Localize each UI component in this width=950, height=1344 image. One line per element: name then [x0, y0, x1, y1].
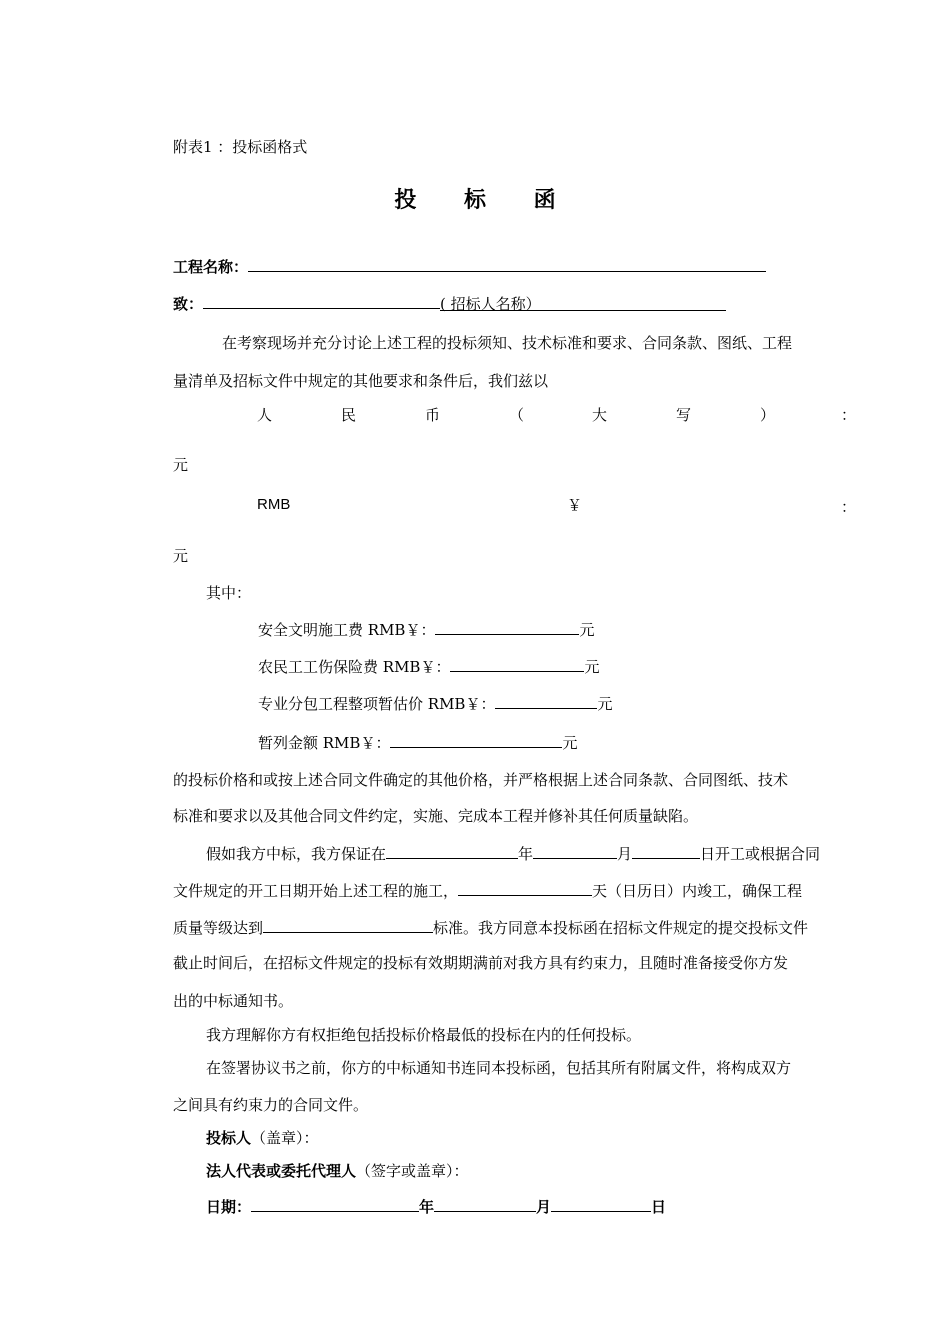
date-day-field[interactable]	[551, 1195, 651, 1212]
rmb-upper-char: 大	[592, 406, 608, 424]
rmb-number-unit: 元	[173, 547, 189, 565]
rmb-upper-unit: 元	[173, 456, 189, 474]
duration-days-field[interactable]	[458, 879, 592, 896]
para5-line2: 之间具有约束力的合同文件。	[173, 1096, 369, 1114]
rmb-upper-char: 人	[257, 406, 273, 424]
start-day-field[interactable]	[632, 842, 700, 859]
fee-row	[258, 618, 594, 640]
appendix-caption: 附表1 ：投标函格式	[173, 138, 308, 156]
date-month-label: 月	[536, 1198, 552, 1216]
fee-field[interactable]	[435, 618, 579, 635]
rmb-number-colon: ：	[841, 498, 857, 516]
bidder-row	[206, 1128, 319, 1148]
para2-line1: 的投标价格和或按上述合同文件确定的其他价格，并严格根据上述合同条款、合同图纸、技术	[173, 771, 789, 789]
fee-label: 农民工工伤保险费 RMB￥：	[258, 658, 451, 676]
representative-row	[206, 1161, 469, 1181]
fee-field[interactable]	[495, 692, 597, 709]
start-month-field[interactable]	[533, 842, 617, 859]
para3-line3	[173, 916, 808, 938]
date-day-label: 日	[651, 1198, 667, 1216]
fee-unit: 元	[562, 734, 578, 752]
rmb-number-prefix: RMB	[257, 496, 291, 513]
quality-level-field[interactable]	[263, 916, 433, 933]
para3-line2	[173, 879, 802, 901]
fee-unit: 元	[597, 695, 613, 713]
project-name-field[interactable]	[248, 255, 766, 272]
fee-field[interactable]	[450, 655, 584, 672]
fee-unit: 元	[579, 621, 595, 639]
para1-line2: 量清单及招标文件中规定的其他要求和条件后，我们兹以	[173, 372, 549, 390]
fee-field[interactable]	[390, 731, 562, 748]
project-name-row	[173, 255, 766, 277]
fee-label: 暂列金额 RMB￥：	[258, 734, 391, 752]
recipient-field-right[interactable]	[440, 294, 726, 311]
para3-text: 质量等级达到	[173, 919, 264, 937]
date-row	[206, 1195, 666, 1217]
rmb-number-yen: ￥	[567, 496, 583, 514]
recipient-label: 致：	[173, 295, 204, 313]
para1-line1: 在考察现场并充分讨论上述工程的投标须知、技术标准和要求、合同条款、图纸、工程	[222, 334, 793, 352]
para4: 我方理解你方有权拒绝包括投标价格最低的投标在内的任何投标。	[206, 1026, 642, 1044]
recipient-note: ( 招标人名称）	[440, 295, 541, 313]
fee-row	[258, 692, 612, 714]
fee-label: 专业分包工程整项暂估价 RMB￥：	[258, 695, 496, 713]
para3-text: 天（日历日）内竣工，确保工程	[592, 882, 803, 900]
fee-row	[258, 655, 599, 677]
para3-line1	[206, 842, 820, 864]
date-month-field[interactable]	[434, 1195, 536, 1212]
recipient-row	[173, 292, 726, 314]
para3-line4: 截止时间后，在招标文件规定的投标有效期期满前对我方具有约束力，且随时准备接受你方发	[173, 954, 789, 972]
para3-text: 文件规定的开工日期开始上述工程的施工，	[173, 882, 459, 900]
year-label: 年	[518, 845, 534, 863]
page-title: 投 标 函	[394, 187, 576, 213]
bidder-label: 投标人	[206, 1129, 252, 1147]
rmb-upper-colon: ：	[841, 406, 857, 424]
date-year-field[interactable]	[251, 1195, 419, 1212]
para3-text: 日开工或根据合同	[700, 845, 821, 863]
representative-label: 法人代表或委托代理人	[206, 1162, 357, 1180]
fee-row	[258, 731, 577, 753]
representative-note: （签字或盖章）：	[356, 1162, 469, 1180]
rmb-upper-char: 币	[425, 406, 441, 424]
rmb-upper-char: 写	[676, 406, 692, 424]
month-label: 月	[617, 845, 633, 863]
para3-text: 假如我方中标，我方保证在	[206, 845, 387, 863]
para3-text: 标准。我方同意本投标函在招标文件规定的提交投标文件	[433, 919, 809, 937]
rmb-upper-char: （	[509, 406, 525, 424]
start-year-field[interactable]	[386, 842, 518, 859]
date-label: 日期：	[206, 1198, 252, 1216]
para2-line2: 标准和要求以及其他合同文件约定，实施、完成本工程并修补其任何质量缺陷。	[173, 807, 699, 825]
fee-label: 安全文明施工费 RMB￥：	[258, 621, 436, 639]
fee-unit: 元	[584, 658, 600, 676]
para3-line5: 出的中标通知书。	[173, 992, 294, 1010]
project-name-label: 工程名称：	[173, 258, 249, 276]
para5-line1: 在签署协议书之前，你方的中标通知书连同本投标函，包括其所有附属文件，将构成双方	[206, 1059, 792, 1077]
among-label: 其中：	[206, 584, 252, 602]
date-year-label: 年	[419, 1198, 435, 1216]
rmb-upper-char: 民	[341, 406, 357, 424]
recipient-field-left[interactable]	[203, 292, 440, 309]
rmb-upper-char: ）	[760, 406, 776, 424]
bidder-note: （盖章）：	[251, 1129, 319, 1147]
